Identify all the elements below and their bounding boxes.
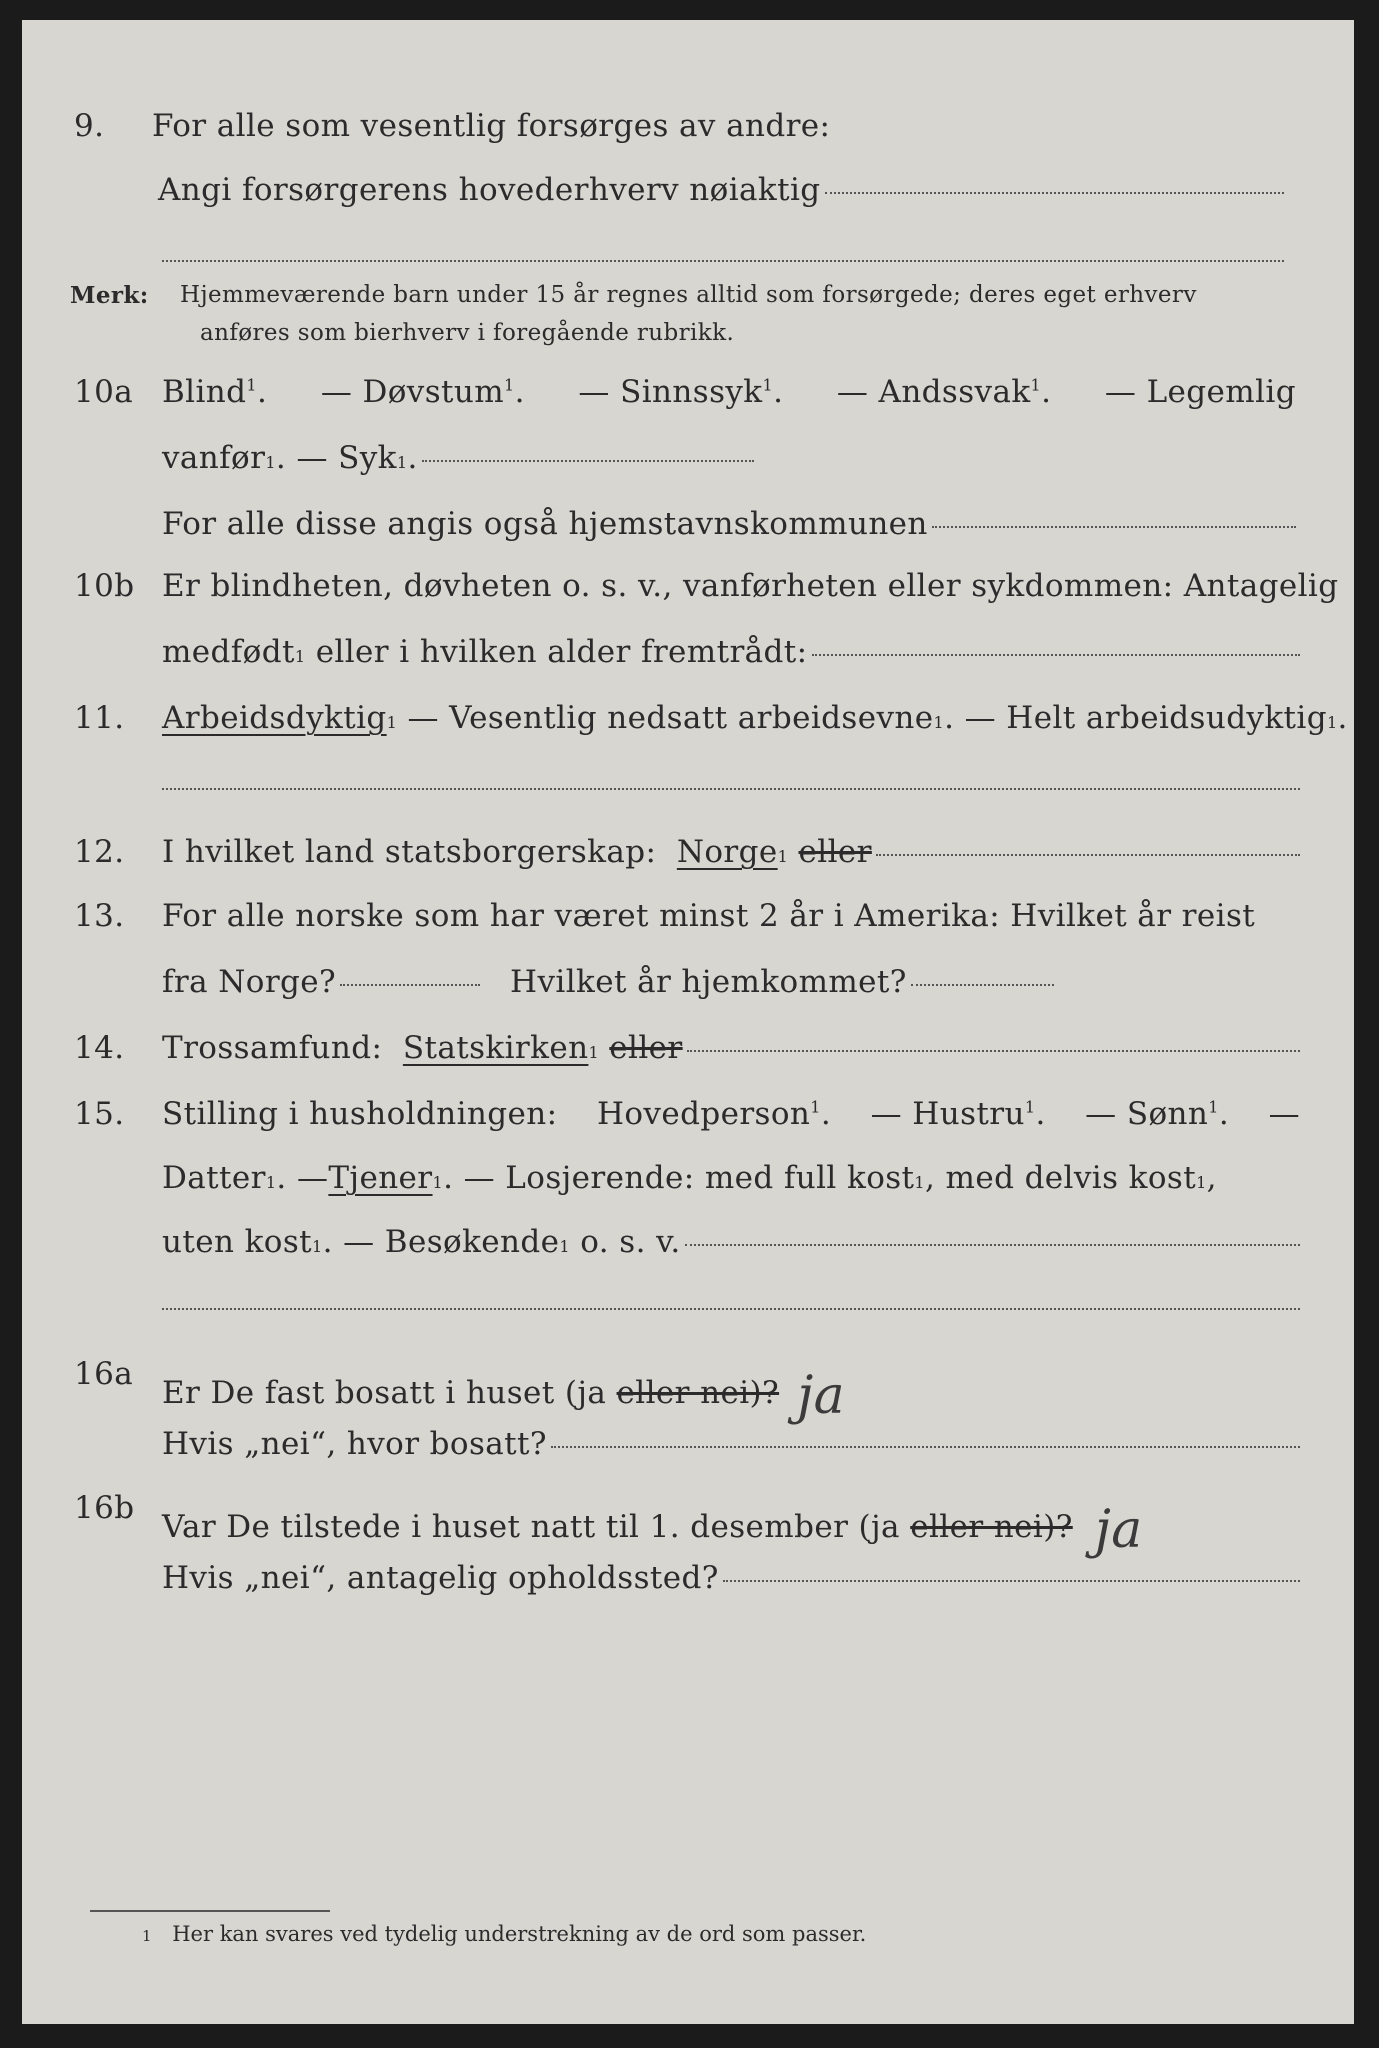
q10a-number: 10a: [74, 374, 134, 410]
q15-osv: o. s. v.: [580, 1224, 681, 1260]
country-blank[interactable]: [876, 854, 1300, 856]
census-form: 9. For alle som vesentlig forsørges av andre: Angi forsørgerens hovederhverv nøiaktig Merk: Hjemmeværende barn under 15 år regnes alltid som forsørgede; deres eget erhverv anføres som bierhverv i foregående rubrikk. 10a Blind$^1$. — Døvstum$^1$. — Sinnssyk$^1$. — Andssvak$^1$. — Legemlig vanfør 1 . — Syk 1 . For alle disse angis også hjemstavnskommunen 10b Er blindheten, døvheten o. s. v., vanførheten eller sykdommen: Antagelig medfødt 1 eller i hvilken alder fremtrådt: 11. Arbeidsdyktig 1 — Vesentlig nedsatt arbeidsevne 1 . — Helt arbeidsudyktig 1 . 12. I hvilket land statsborgerskap: Norge 1 eller 13. For alle norske som har været minst 2 år i Amerika: Hvilket år reist fra Norge? Hvilket år hjemkommet? 14. Trossamfund: Statskirken 1 eller 15. Stilling i husholdningen: Hovedperson$^1$. — Hustru$^1$. — Sønn$^1$. — Datter 1 . — Tjener 1 . — Losjerende: med full kost 1 , med delvis kost 1 , uten kost 1 . — Besøkende 1 o. s. v. 16a Er De fast bosatt i huset (ja eller nei)? ja Hvis „nei“, hvor bosatt? 16b Var De tilstede i huset natt til 1. desember (ja eller nei)? ja Hvis „nei“, antagelig opholdssted? 1 Her kan svares ved tydelig understrekning av de ord som passer.: [70, 108, 1348, 1946]
opt-blind: Blind$^1$.: [162, 374, 268, 410]
q16a-prompt: Er De fast bosatt i huset (ja: [162, 1375, 607, 1411]
opt-hustru: — Hustru$^1$.: [870, 1096, 1046, 1132]
hjemstavn-blank[interactable]: [932, 526, 1296, 528]
faith-blank[interactable]: [687, 1050, 1300, 1052]
q15-extra-blank[interactable]: [162, 1308, 1300, 1310]
q16a-where-prompt: Hvis „nei“, hvor bosatt?: [162, 1426, 547, 1462]
q13-reist-prompt: fra Norge?: [162, 964, 337, 1000]
opt-arbeidsdyktig[interactable]: Arbeidsdyktig: [162, 700, 387, 736]
q10a-home-prompt: For alle disse angis også hjemstavnskommunen: [162, 506, 928, 542]
q9-answer-blank[interactable]: [825, 192, 1284, 194]
merk-text2: anføres som bierhverv i foregående rubrikk.: [200, 320, 735, 346]
footnote-marker: 1: [142, 1927, 152, 1945]
q14-struck-eller: eller: [609, 1030, 683, 1066]
footnote-rule: [90, 1910, 330, 1912]
bosatt-blank[interactable]: [551, 1446, 1300, 1448]
q9-extra-blank[interactable]: [162, 260, 1284, 262]
merk-label: Merk:: [70, 282, 149, 309]
footnote-text: Her kan svares ved tydelig understrekning av de ord som passer.: [172, 1922, 867, 1946]
q14-prompt: Trossamfund:: [162, 1030, 383, 1066]
q16a-struck: eller nei)?: [616, 1375, 780, 1411]
opt-udyktig[interactable]: — Helt arbeidsudyktig: [964, 700, 1327, 736]
q13-hjem-prompt: Hvilket år hjemkommet?: [510, 964, 907, 1000]
opt-sinnssyk: — Sinnssyk$^1$.: [578, 374, 784, 410]
q15-number: 15.: [74, 1096, 125, 1132]
hjem-year-blank[interactable]: [911, 984, 1054, 986]
q12-prompt: I hvilket land statsborgerskap:: [162, 834, 657, 870]
q15-dash2: —: [296, 1160, 329, 1196]
opt-dovstum: — Døvstum$^1$.: [320, 374, 525, 410]
opt-datter[interactable]: Datter: [162, 1160, 266, 1196]
household-blank[interactable]: [685, 1244, 1300, 1246]
form-page: [22, 20, 1354, 2024]
opt-legemlig[interactable]: — Legemlig: [1104, 374, 1296, 410]
q9-number: 9.: [74, 108, 105, 144]
q16b-handwritten-answer: ja: [1094, 1500, 1143, 1560]
merk-text1: Hjemmeværende barn under 15 år regnes alltid som forsørgede; deres eget erhverv: [180, 282, 1197, 308]
q15-dash: —: [1268, 1096, 1300, 1132]
opt-andssvak: — Andssvak$^1$.: [836, 374, 1052, 410]
opt-norge[interactable]: Norge: [676, 834, 778, 870]
q13-number: 13.: [74, 898, 125, 934]
q9-text: For alle som vesentlig forsørges av andre:: [152, 108, 831, 144]
opt-vanfor[interactable]: vanfør: [162, 440, 266, 476]
q16b-prompt: Var De tilstede i huset natt til 1. desember (ja: [162, 1509, 900, 1545]
opt-besokende[interactable]: — Besøkende: [343, 1224, 560, 1260]
q10b-number: 10b: [74, 568, 135, 604]
opt-delvis-kost[interactable]: , med delvis kost: [925, 1160, 1197, 1196]
q10b-age-prompt: eller i hvilken alder fremtrådt:: [315, 634, 808, 670]
opt-uten-kost[interactable]: uten kost: [162, 1224, 313, 1260]
opt-nedsatt[interactable]: — Vesentlig nedsatt arbeidsevne: [407, 700, 934, 736]
opt-syk[interactable]: — Syk: [296, 440, 397, 476]
opt-sonn: — Sønn$^1$.: [1085, 1096, 1230, 1132]
q14-number: 14.: [74, 1030, 125, 1066]
q13-text: For alle norske som har været minst 2 år i Amerika: Hvilket år reist: [162, 898, 1256, 934]
q16a-number: 16a: [74, 1356, 134, 1392]
q11-extra-blank[interactable]: [162, 788, 1300, 790]
q11-number: 11.: [74, 700, 125, 736]
age-blank[interactable]: [812, 654, 1300, 656]
q16b-struck: eller nei)?: [910, 1509, 1073, 1545]
reist-year-blank[interactable]: [340, 984, 480, 986]
q16b-number: 16b: [74, 1490, 135, 1526]
q16b-where-prompt: Hvis „nei“, antagelig opholdssted?: [162, 1560, 719, 1596]
syk-blank[interactable]: [422, 460, 754, 462]
q10b-text: Er blindheten, døvheten o. s. v., vanførheten eller sykdommen: Antagelig: [162, 568, 1339, 604]
opt-medfodt[interactable]: medfødt: [162, 634, 295, 670]
q12-struck-eller: eller: [798, 834, 872, 870]
opholdssted-blank[interactable]: [723, 1580, 1300, 1582]
footnote: [142, 1922, 866, 1946]
q9-prompt: Angi forsørgerens hovederhverv nøiaktig: [158, 172, 821, 208]
opt-statskirken[interactable]: Statskirken: [402, 1030, 589, 1066]
q12-number: 12.: [74, 834, 125, 870]
opt-tjener[interactable]: Tjener: [328, 1160, 433, 1196]
q15-prompt: Stilling i husholdningen:: [162, 1096, 558, 1132]
q16a-handwritten-answer: ja: [797, 1366, 846, 1426]
opt-hovedperson: Hovedperson$^1$.: [596, 1096, 832, 1132]
opt-full-kost[interactable]: — Losjerende: med full kost: [463, 1160, 915, 1196]
